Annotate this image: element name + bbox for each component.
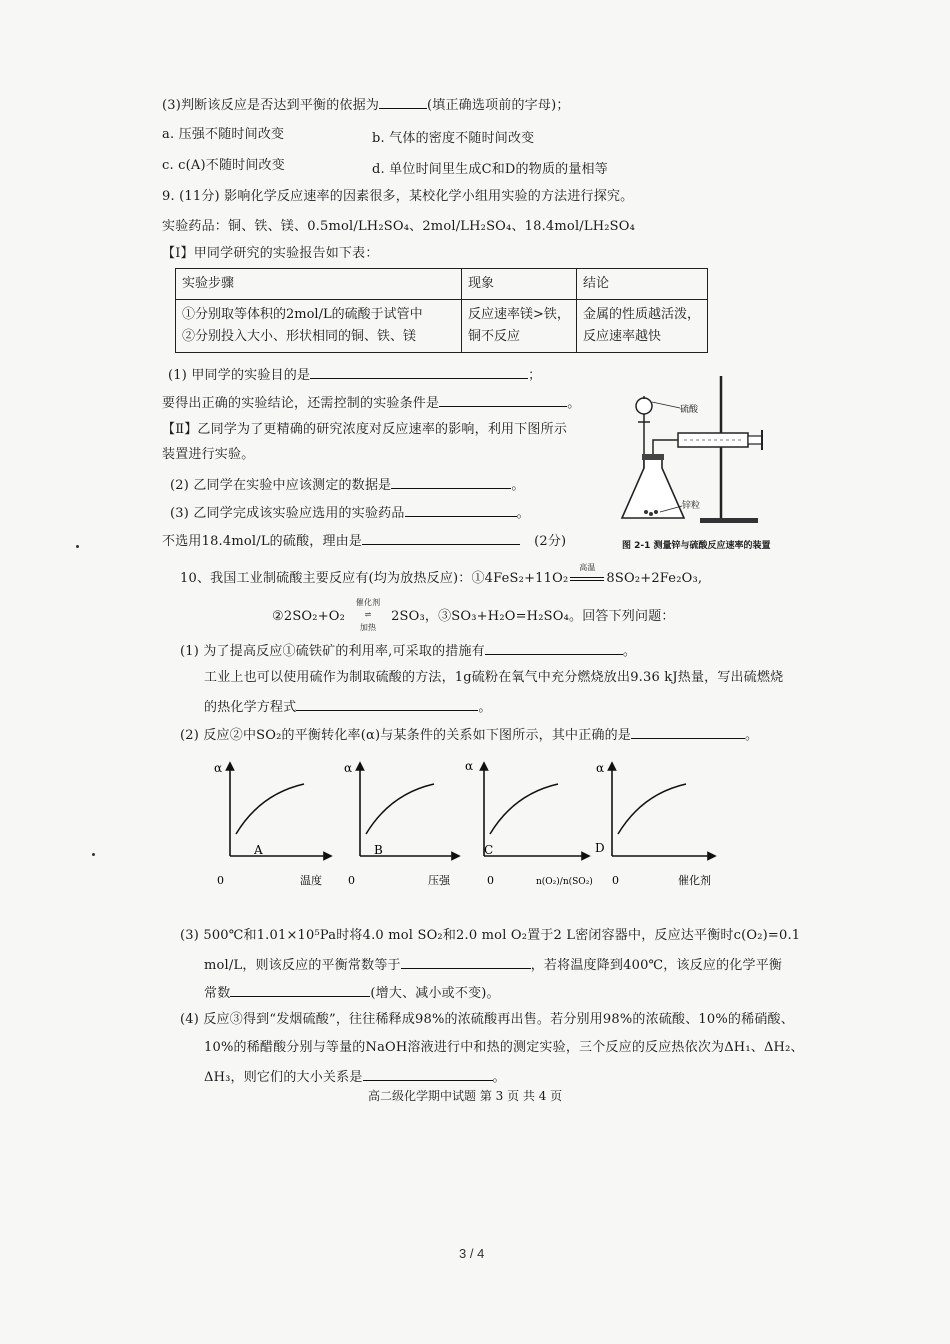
- answer-blank[interactable]: [230, 984, 370, 997]
- scan-speck: [92, 853, 95, 856]
- answer-blank[interactable]: [362, 532, 520, 545]
- conical-flask: [622, 458, 684, 518]
- syringe: [678, 433, 748, 447]
- y-axis-label: α: [214, 761, 223, 775]
- figure-caption: 图 2-1 测量锌与硫酸反应速率的装置: [622, 541, 771, 551]
- page-footer: 高二级化学期中试题 第 3 页 共 4 页: [368, 1089, 563, 1103]
- q9-part1-intro: 【Ⅰ】甲同学研究的实验报告如下表：: [162, 246, 379, 261]
- answer-blank[interactable]: [363, 1068, 493, 1081]
- apparatus-figure: [620, 372, 790, 532]
- q10-question-4a: (4) 反应③得到“发烟硫酸”，往往稀释成98%的浓硫酸再出售。若分别用98%的浓硫酸、10%的稀硝酸、: [180, 1012, 794, 1027]
- answer-blank[interactable]: [379, 96, 427, 109]
- q10-reaction-2: ②2SO₂+O₂ 催化剂 ⇌ 加热 2SO₃，③SO₃+H₂O=H₂SO₄。回答下列问题：: [272, 606, 675, 625]
- answer-blank[interactable]: [310, 366, 528, 379]
- q9-part2-line1: 【Ⅱ】乙同学为了更精确的研究浓度对反应速率的影响，利用下图所示: [162, 422, 568, 437]
- q9-question-2: (2) 乙同学在实验中应该测定的数据是 。: [170, 478, 525, 493]
- q8-3-option-d: d. 单位时间里生成C和D的物质的量相等: [372, 162, 608, 177]
- q10-question-3c: 常数 (增大、减小或不变)。: [204, 986, 500, 1001]
- origin-label: 0: [487, 874, 494, 887]
- answer-blank[interactable]: [439, 394, 567, 407]
- experiment-report-table: [175, 268, 708, 353]
- syringe-plunger: [748, 436, 762, 444]
- table-cell-conclusion: 金属的性质越活泼， 反应速率越快: [577, 300, 708, 353]
- answer-blank[interactable]: [401, 956, 531, 969]
- q10-question-1b: 工业上也可以使用硫作为制取硫酸的方法，1g硫粉在氧气中充分燃烧放出9.36 kJ热量，写出硫燃烧: [204, 670, 784, 685]
- graph-letter: D: [595, 841, 605, 855]
- pdf-page-indicator: 3 / 4: [459, 1246, 485, 1261]
- q9-question-1b: 要得出正确的实验结论，还需控制的实验条件是 。: [162, 396, 581, 411]
- answer-blank[interactable]: [405, 504, 517, 517]
- answer-blank[interactable]: [296, 698, 478, 711]
- q10-question-3b: mol/L，则该反应的平衡常数等于 ，若将温度降到400℃，该反应的化学平衡: [204, 958, 783, 973]
- label-sulfuric-acid: 硫酸: [680, 405, 699, 415]
- curve: [366, 784, 434, 834]
- x-axis-label: 温度: [300, 874, 322, 887]
- q8-3-option-b: b. 气体的密度不随时间改变: [372, 131, 535, 146]
- q10-question-1c: 的热化学方程式 。: [204, 700, 492, 715]
- q10-question-3a: (3) 500℃和1.01×10⁵Pa时将4.0 mol SO₂和2.0 mol O₂置于2 L密闭容器中，反应达平衡时c(O₂)=0.1: [180, 928, 801, 943]
- zinc-granule: [649, 512, 653, 516]
- answer-blank[interactable]: [391, 476, 511, 489]
- y-axis-label: α: [344, 761, 353, 775]
- origin-label: 0: [348, 874, 355, 887]
- q9-question-3: (3) 乙同学完成该实验应选用的实验药品 。: [170, 506, 530, 521]
- condition-high-temperature: 高温: [579, 563, 596, 572]
- stand-base: [700, 518, 758, 523]
- conversion-graphs: [200, 758, 760, 888]
- q10-reaction-1: 10、我国工业制硫酸主要反应有(均为放热反应)：①4FeS₂+11O₂ 高温 8SO₂+2Fe₂O₃,: [180, 571, 702, 587]
- q8-3-stem: (3)判断该反应是否达到平衡的依据为 (填正确选项前的字母)；: [162, 98, 570, 113]
- dropping-funnel: [636, 398, 652, 414]
- q9-question-3b: 不选用18.4mol/L的硫酸，理由是 (2分): [162, 534, 567, 549]
- condition-catalyst: 催化剂: [355, 598, 381, 607]
- table-cell-steps: ①分别取等体积的2mol/L的硫酸于试管中 ②分别投入大小、形状相同的铜、铁、镁: [176, 300, 462, 353]
- y-axis-label: α: [465, 759, 474, 773]
- answer-blank[interactable]: [631, 726, 745, 739]
- origin-label: 0: [612, 874, 619, 887]
- q10-question-2: (2) 反应②中SO₂的平衡转化率(α)与某条件的关系如下图所示，其中正确的是 。: [180, 728, 759, 743]
- table-row: [176, 300, 708, 353]
- condition-heat: 加热: [359, 623, 377, 632]
- origin-label: 0: [217, 874, 224, 887]
- graph-c: [465, 759, 593, 887]
- graph-b: [344, 761, 456, 887]
- zinc-granule: [654, 510, 658, 514]
- q8-3-option-a: a. 压强不随时间改变: [162, 127, 285, 142]
- curve: [236, 784, 304, 834]
- q10-question-4b: 10%的稀醋酸分别与等量的NaOH溶液进行中和热的测定实验，三个反应的反应热依次为ΔH₁、ΔH₂、: [204, 1040, 804, 1055]
- x-axis-label: 催化剂: [678, 874, 711, 887]
- scan-speck: [76, 545, 79, 548]
- graph-letter: A: [254, 843, 263, 857]
- q9-part2-line2: 装置进行实验。: [162, 447, 255, 462]
- graph-a: [214, 761, 328, 887]
- curve: [618, 784, 686, 834]
- x-axis-label: n(O₂)/n(SO₂): [536, 877, 593, 887]
- zinc-granule: [644, 510, 648, 514]
- q9-question-1: (1) 甲同学的实验目的是 ；: [168, 368, 542, 383]
- answer-blank[interactable]: [485, 642, 623, 655]
- q9-title: 9. (11分) 影响化学反应速率的因素很多，某校化学小组用实验的方法进行探究。: [162, 189, 634, 204]
- curve: [490, 784, 558, 834]
- table-header-row: [176, 269, 708, 300]
- q9-reagents: 实验药品：铜、铁、镁、0.5mol/LH₂SO₄、2mol/LH₂SO₄、18.4mol/LH₂SO₄: [162, 219, 636, 234]
- reversible-arrow: ⇌: [364, 610, 372, 619]
- graph-letter: C: [484, 843, 494, 857]
- q8-3-option-c: c. c(A)不随时间改变: [162, 158, 285, 173]
- table-header-cell: 结论: [577, 269, 708, 300]
- label-zinc: 锌粒: [682, 501, 701, 511]
- equals-sign: [570, 577, 604, 581]
- x-axis-label: 压强: [428, 874, 450, 887]
- y-axis-label: α: [596, 761, 605, 775]
- graph-d: [595, 761, 712, 887]
- table-header-cell: 现象: [462, 269, 577, 300]
- flask-stopper: [642, 454, 664, 460]
- table-cell-phenomenon: 反应速率镁>铁， 铜不反应: [462, 300, 577, 353]
- q10-question-4c: ΔH₃，则它们的大小关系是 。: [204, 1070, 506, 1085]
- q10-question-1: (1) 为了提高反应①硫铁矿的利用率,可采取的措施有 。: [180, 644, 637, 659]
- graph-letter: B: [374, 843, 383, 857]
- table-header-cell: 实验步骤: [176, 269, 462, 300]
